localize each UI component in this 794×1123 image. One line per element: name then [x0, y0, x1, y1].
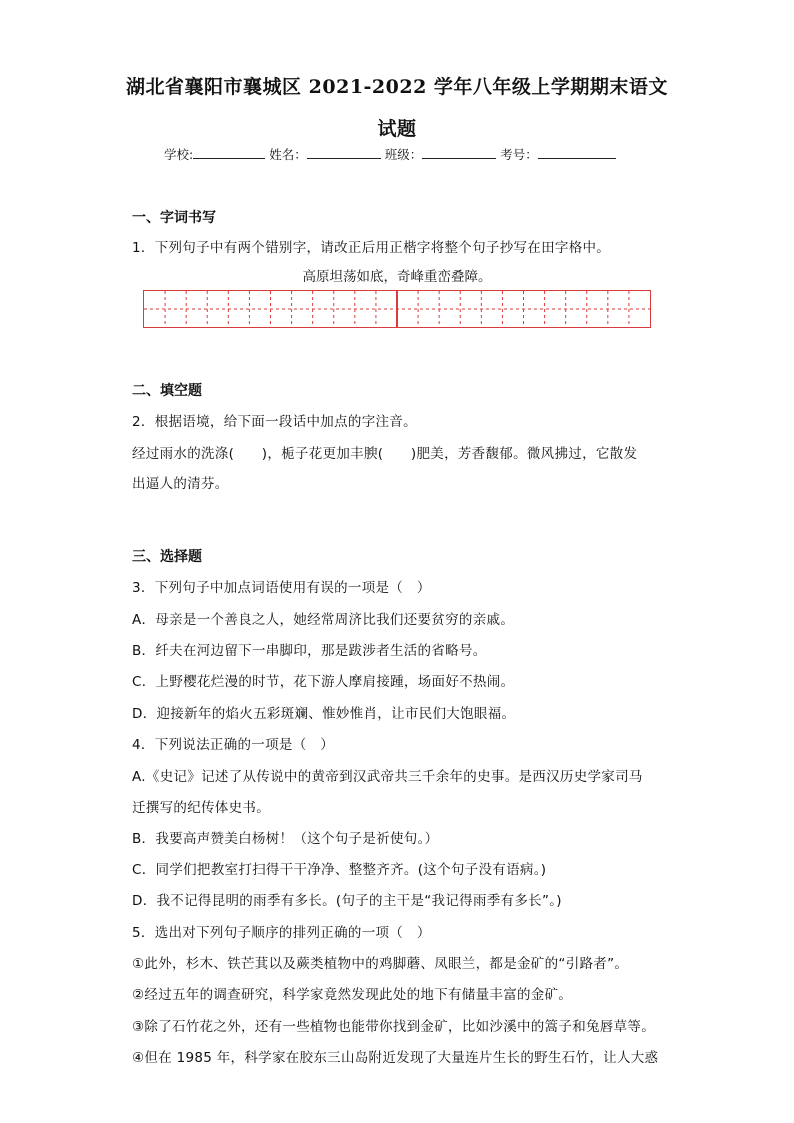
name-label: 姓名： [269, 147, 307, 162]
school-blank[interactable] [193, 146, 265, 159]
question-3-stem: 3．下列句子中加点词语使用有误的一项是（ ） [132, 580, 431, 596]
question-4-stem: 4．下列说法正确的一项是（ ） [132, 737, 335, 753]
section-heading-1: 一、字词书写 [132, 210, 216, 226]
question-2-stem: 2．根据语境，给下面一段话中加点的字注音。 [132, 414, 417, 430]
student-info-row [164, 145, 616, 163]
class-label: 班级： [384, 147, 423, 162]
school-label: 学校: [164, 147, 194, 162]
question-3-option-c[interactable]: C．上野樱花烂漫的时节，花下游人摩肩接踵，场面好不热闹。 [132, 674, 515, 690]
tianzige-grid[interactable] [143, 290, 651, 328]
question-4-option-a-continued: 迁撰写的纪传体史书。 [132, 800, 270, 816]
name-blank[interactable] [307, 146, 381, 159]
exam-title-line-1: 湖北省襄阳市襄城区 2021-2022 学年八年级上学期期末语文 [126, 76, 668, 98]
exam-title-line-2: 试题 [377, 118, 417, 140]
question-2-passage-line-2: 出逼人的清芬。 [132, 476, 229, 492]
exam-no-blank[interactable] [538, 146, 616, 159]
question-4-option-a[interactable]: A.《史记》记述了从传说中的黄帝到汉武帝共三千余年的史事。是西汉历史学家司马 [132, 769, 643, 785]
question-3-option-a[interactable]: A．母亲是一个善良之人，她经常周济比我们还要贫穷的亲戚。 [132, 612, 515, 628]
question-5-sentence-2: ②经过五年的调查研究，科学家竟然发现此处的地下有储量丰富的金矿。 [132, 987, 573, 1003]
question-2-passage-line-1: 经过雨水的洗涤( )，栀子花更加丰腴( )肥美，芳香馥郁。微风拂过，它散发 [132, 446, 638, 462]
question-1-sentence: 高原坦荡如底，奇峰重峦叠障。 [302, 269, 492, 285]
question-5-stem: 5．选出对下列句子顺序的排列正确的一项（ ） [132, 925, 431, 941]
question-5-sentence-1: ①此外，杉木、铁芒萁以及蕨类植物中的鸡脚蘑、凤眼兰，都是金矿的“引路者”。 [132, 956, 629, 972]
question-5-sentence-3: ③除了石竹花之外，还有一些植物也能带你找到金矿，比如沙溪中的篙子和兔唇草等。 [132, 1019, 656, 1035]
section-heading-3: 三、选择题 [132, 549, 202, 565]
question-3-option-d[interactable]: D．迎接新年的焰火五彩斑斓、惟妙惟肖，让市民们大饱眼福。 [132, 706, 516, 722]
question-3-option-b[interactable]: B．纤夫在河边留下一串脚印，那是跋涉者生活的省略号。 [132, 643, 487, 659]
exam-no-label: 考号： [500, 147, 538, 162]
question-4-option-c[interactable]: C．同学们把教室打扫得干干净净、整整齐齐。(这个句子没有语病。) [132, 862, 547, 878]
question-4-option-b[interactable]: B．我要高声赞美白杨树！（这个句子是祈使句。） [132, 831, 439, 847]
question-1-stem: 1．下列句子中有两个错别字，请改正后用正楷字将整个句子抄写在田字格中。 [132, 240, 611, 256]
section-heading-2: 二、填空题 [132, 383, 202, 399]
question-4-option-d[interactable]: D．我不记得昆明的雨季有多长。(句子的主干是“我记得雨季有多长”。) [132, 893, 562, 909]
class-blank[interactable] [422, 146, 496, 159]
question-5-sentence-4: ④但在 1985 年，科学家在胶东三山岛附近发现了大量连片生长的野生石竹，让人大惑 [132, 1050, 659, 1066]
tianzige-grid-lines [144, 291, 652, 329]
